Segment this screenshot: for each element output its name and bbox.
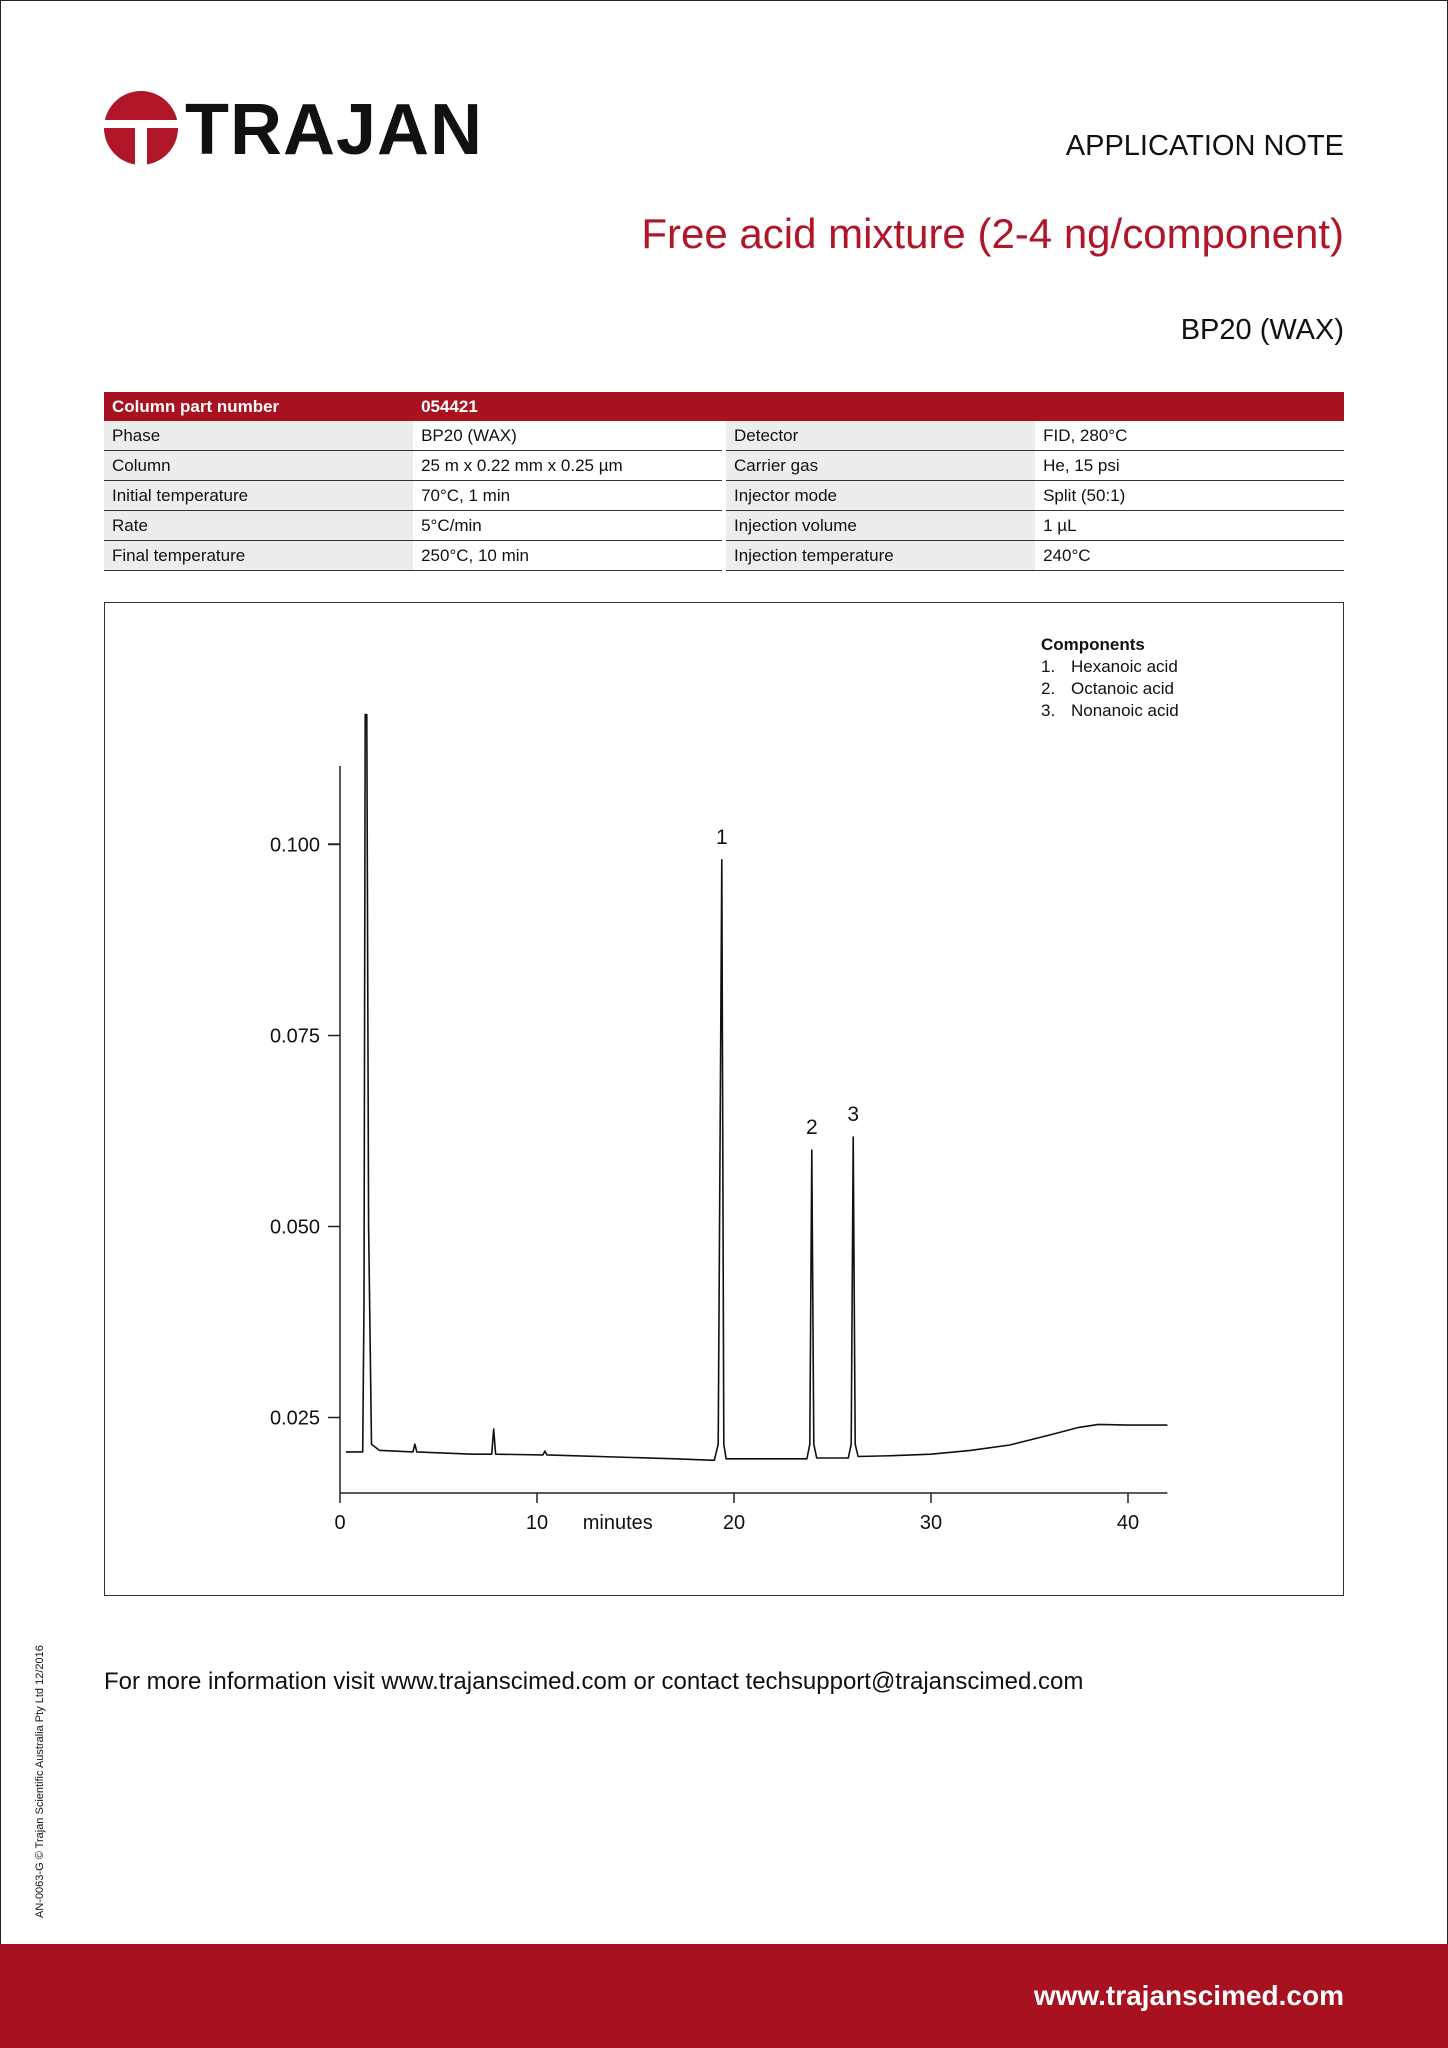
page-subtitle: BP20 (WAX)	[1180, 314, 1344, 346]
spec-label: Phase	[104, 421, 413, 451]
x-tick-label: 30	[919, 1512, 943, 1534]
brand-name: TRAJAN	[185, 90, 484, 170]
signal-line	[346, 715, 1168, 1461]
component-number: 3.	[1041, 701, 1056, 720]
spec-value: Split (50:1)	[1035, 481, 1344, 511]
y-tick-label: 0.075	[269, 1025, 320, 1048]
spec-header-label: Column part number	[104, 392, 413, 421]
component-number: 1.	[1041, 657, 1056, 676]
page-title: Free acid mixture (2-4 ng/component)	[641, 210, 1344, 257]
spec-value: 1 µL	[1035, 511, 1344, 541]
spec-label: Injector mode	[726, 481, 1035, 511]
peak-label: 1	[715, 825, 728, 849]
x-tick-label: 10	[525, 1512, 549, 1534]
component-name: Hexanoic acid	[1071, 657, 1178, 676]
spec-label: Detector	[726, 421, 1035, 451]
spec-value: FID, 280°C	[1035, 421, 1344, 451]
spec-label: Final temperature	[104, 541, 413, 571]
document-code: AN-0063-G © Trajan Scientific Australia Pty Ltd 12/2016	[34, 1645, 46, 1918]
contact-info: For more information visit www.trajanscimed.com or contact techsupport@trajanscimed.com	[104, 1668, 1084, 1695]
peak-label: 3	[847, 1103, 860, 1127]
component-name: Octanoic acid	[1071, 679, 1174, 698]
spec-value: 250°C, 10 min	[413, 541, 722, 571]
spec-label: Column	[104, 451, 413, 481]
x-tick-label: 20	[722, 1512, 746, 1534]
footer-url: www.trajanscimed.com	[1033, 1980, 1344, 2011]
spec-label: Carrier gas	[726, 451, 1035, 481]
x-tick-label: 0	[334, 1512, 346, 1534]
x-tick-label: 40	[1116, 1512, 1140, 1534]
y-tick-label: 0.025	[269, 1407, 320, 1430]
y-tick-label: 0.050	[269, 1216, 320, 1239]
y-tick-label: 0.100	[269, 834, 320, 857]
spec-value: 25 m x 0.22 mm x 0.25 µm	[413, 451, 722, 481]
spec-label: Rate	[104, 511, 413, 541]
components-title: Components	[1041, 635, 1145, 654]
spec-value: BP20 (WAX)	[413, 421, 722, 451]
spec-value: He, 15 psi	[1035, 451, 1344, 481]
doc-type: APPLICATION NOTE	[1065, 130, 1344, 162]
spec-value: 5°C/min	[413, 511, 722, 541]
component-number: 2.	[1041, 679, 1056, 698]
spec-value: 70°C, 1 min	[413, 481, 722, 511]
spec-value: 240°C	[1035, 541, 1344, 571]
component-name: Nonanoic acid	[1071, 701, 1179, 720]
spec-label: Injection volume	[726, 511, 1035, 541]
footer-bar	[0, 1944, 1448, 2048]
x-axis-label: minutes	[582, 1512, 653, 1534]
spec-label: Injection temperature	[726, 541, 1035, 571]
peak-label: 2	[805, 1116, 818, 1140]
spec-header-value: 054421	[413, 392, 1344, 421]
spec-label: Initial temperature	[104, 481, 413, 511]
